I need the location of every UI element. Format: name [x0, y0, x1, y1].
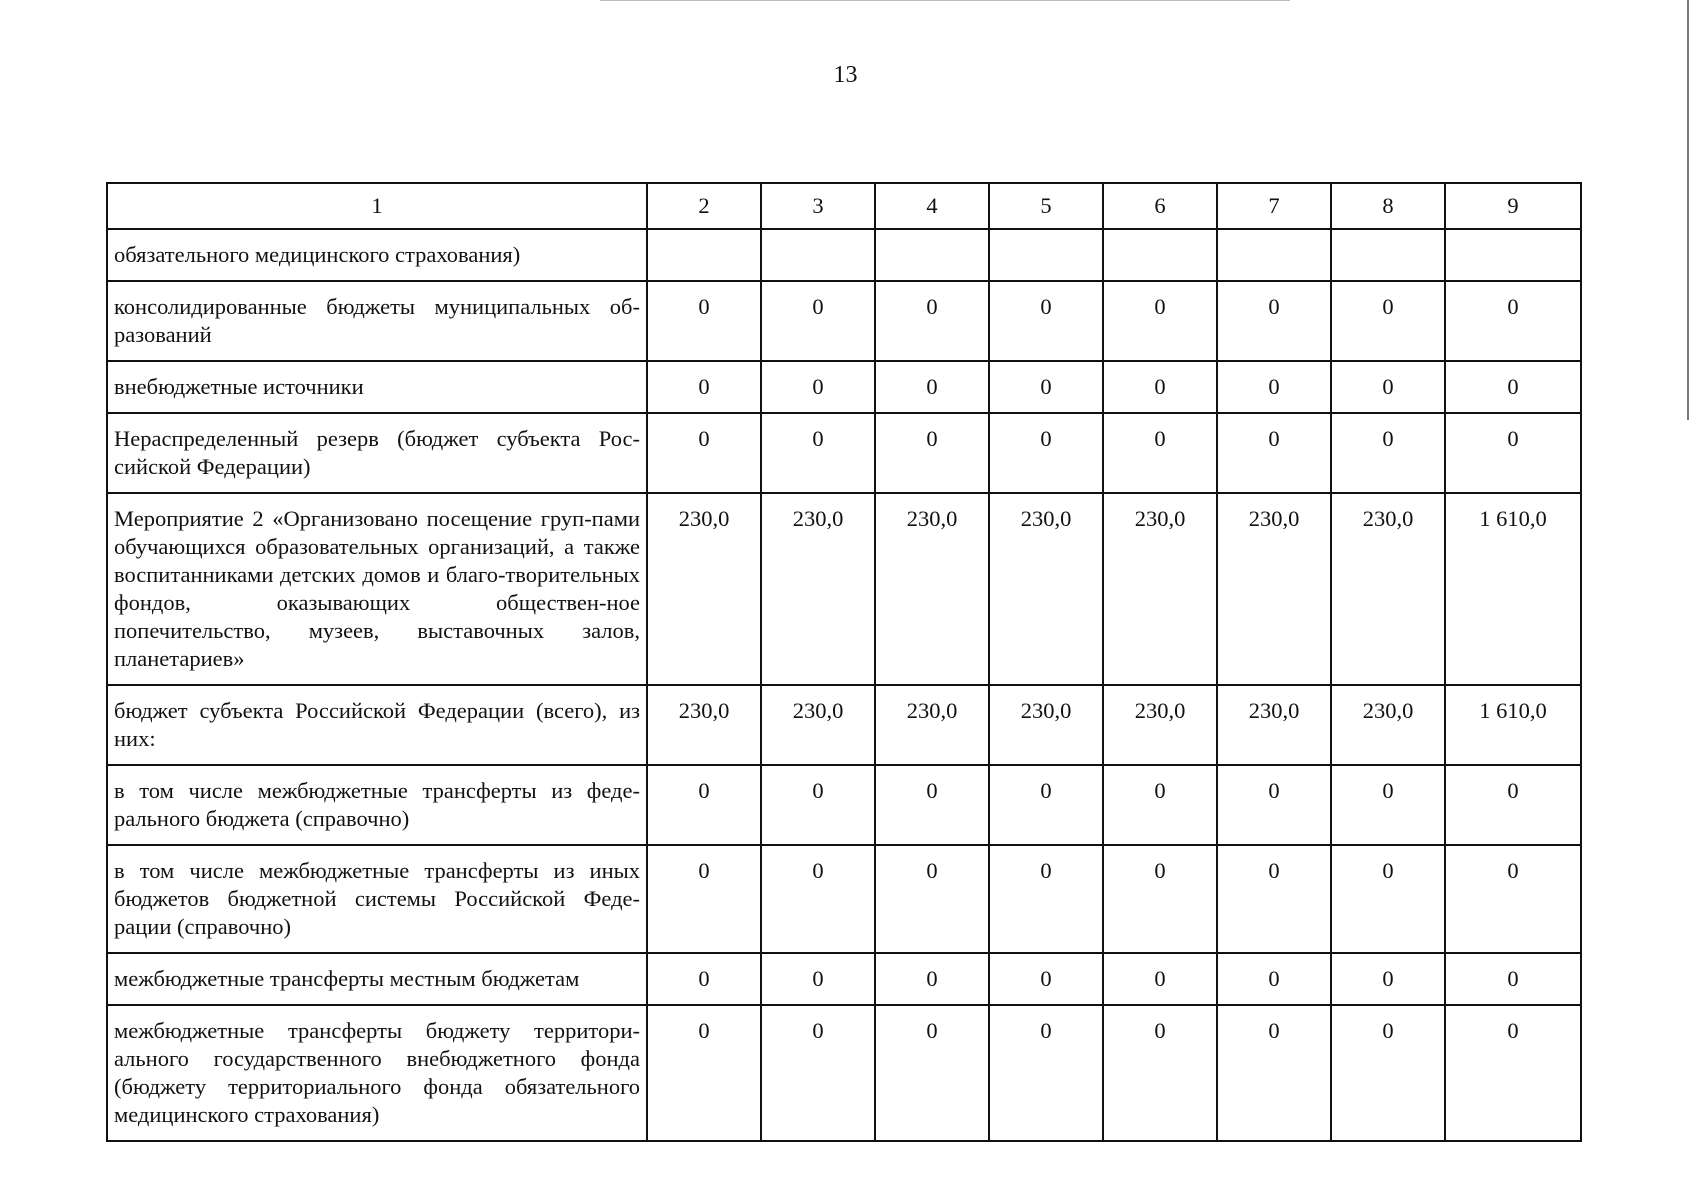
- cell-value: 0: [1331, 953, 1445, 1005]
- cell-value: 0: [1103, 765, 1217, 845]
- column-header: 2: [647, 183, 761, 229]
- column-header: 3: [761, 183, 875, 229]
- cell-value: 230,0: [1217, 493, 1331, 685]
- cell-value: 0: [1217, 1005, 1331, 1141]
- cell-value: 0: [1445, 281, 1581, 361]
- cell-value: 230,0: [1103, 685, 1217, 765]
- row-label: внебюджетные источники: [107, 361, 647, 413]
- row-label: консолидированные бюджеты муниципальных об-разований: [107, 281, 647, 361]
- cell-value: 0: [875, 1005, 989, 1141]
- row-label: межбюджетные трансферты местным бюджетам: [107, 953, 647, 1005]
- cell-value: 0: [1331, 361, 1445, 413]
- cell-value: [1331, 229, 1445, 281]
- cell-value: 1 610,0: [1445, 685, 1581, 765]
- cell-value: [1217, 229, 1331, 281]
- cell-value: 1 610,0: [1445, 493, 1581, 685]
- cell-value: 0: [1331, 281, 1445, 361]
- cell-value: 0: [761, 1005, 875, 1141]
- cell-value: 230,0: [875, 493, 989, 685]
- cell-value: 230,0: [761, 685, 875, 765]
- budget-table: [106, 182, 1582, 1142]
- cell-value: 0: [989, 361, 1103, 413]
- cell-value: 0: [1331, 765, 1445, 845]
- cell-value: 0: [761, 765, 875, 845]
- cell-value: 0: [647, 413, 761, 493]
- cell-value: 0: [647, 1005, 761, 1141]
- cell-value: 0: [1103, 413, 1217, 493]
- cell-value: 230,0: [989, 685, 1103, 765]
- cell-value: [761, 229, 875, 281]
- cell-value: 0: [1103, 845, 1217, 953]
- cell-value: 0: [1445, 361, 1581, 413]
- cell-value: 230,0: [1331, 685, 1445, 765]
- cell-value: 0: [761, 281, 875, 361]
- row-label: в том числе межбюджетные трансферты из феде-рального бюджета (справочно): [107, 765, 647, 845]
- cell-value: 0: [647, 361, 761, 413]
- cell-value: 0: [1445, 413, 1581, 493]
- row-label: бюджет субъекта Российской Федерации (всего), из них:: [107, 685, 647, 765]
- cell-value: 0: [647, 765, 761, 845]
- table-row: [107, 685, 1581, 765]
- cell-value: 230,0: [989, 493, 1103, 685]
- cell-value: 0: [875, 953, 989, 1005]
- cell-value: 0: [1217, 413, 1331, 493]
- column-header: 9: [1445, 183, 1581, 229]
- table-row: [107, 361, 1581, 413]
- cell-value: 0: [1217, 845, 1331, 953]
- cell-value: 230,0: [647, 685, 761, 765]
- column-header: 8: [1331, 183, 1445, 229]
- cell-value: 0: [647, 953, 761, 1005]
- cell-value: 0: [875, 845, 989, 953]
- cell-value: 230,0: [647, 493, 761, 685]
- cell-value: 0: [1217, 765, 1331, 845]
- cell-value: 0: [1445, 1005, 1581, 1141]
- row-label: обязательного медицинского страхования): [107, 229, 647, 281]
- cell-value: 0: [761, 953, 875, 1005]
- cell-value: 0: [647, 281, 761, 361]
- cell-value: 0: [1217, 361, 1331, 413]
- cell-value: 0: [989, 845, 1103, 953]
- cell-value: 0: [875, 361, 989, 413]
- cell-value: 0: [1331, 845, 1445, 953]
- column-header: 5: [989, 183, 1103, 229]
- row-label: Нераспределенный резерв (бюджет субъекта Рос-сийской Федерации): [107, 413, 647, 493]
- row-label: Мероприятие 2 «Организовано посещение груп-пами обучающихся образовательных организаций, а также воспитанниками детских домов и благо-творительных фондов, оказывающих обществен-ное попечительство, музеев, выставочных залов, планетариев»: [107, 493, 647, 685]
- cell-value: 0: [1103, 1005, 1217, 1141]
- cell-value: 0: [989, 281, 1103, 361]
- table-row: [107, 1005, 1581, 1141]
- cell-value: [1103, 229, 1217, 281]
- cell-value: 0: [1331, 1005, 1445, 1141]
- cell-value: 0: [1103, 361, 1217, 413]
- table-row: [107, 413, 1581, 493]
- cell-value: [1445, 229, 1581, 281]
- cell-value: 230,0: [875, 685, 989, 765]
- table-row: [107, 765, 1581, 845]
- scan-artifact-top: [600, 0, 1290, 1]
- cell-value: [875, 229, 989, 281]
- cell-value: 230,0: [1103, 493, 1217, 685]
- row-label: в том числе межбюджетные трансферты из иных бюджетов бюджетной системы Российской Феде-рации (справочно): [107, 845, 647, 953]
- table-row: [107, 953, 1581, 1005]
- row-label: межбюджетные трансферты бюджету территори-ального государственного внебюджетного фонда (бюджету территориального фонда обязательного медицинского страхования): [107, 1005, 647, 1141]
- cell-value: 0: [761, 361, 875, 413]
- table-row: [107, 281, 1581, 361]
- cell-value: 0: [1445, 765, 1581, 845]
- page-number: 13: [833, 62, 858, 88]
- cell-value: 0: [1445, 845, 1581, 953]
- cell-value: 0: [1445, 953, 1581, 1005]
- cell-value: 0: [1217, 281, 1331, 361]
- cell-value: 0: [875, 281, 989, 361]
- cell-value: [989, 229, 1103, 281]
- cell-value: 0: [875, 413, 989, 493]
- cell-value: 0: [761, 413, 875, 493]
- table-row: [107, 845, 1581, 953]
- cell-value: 0: [989, 765, 1103, 845]
- column-header: 7: [1217, 183, 1331, 229]
- cell-value: 0: [989, 953, 1103, 1005]
- column-header: 4: [875, 183, 989, 229]
- cell-value: 0: [761, 845, 875, 953]
- cell-value: 230,0: [1217, 685, 1331, 765]
- cell-value: 0: [647, 845, 761, 953]
- cell-value: 230,0: [761, 493, 875, 685]
- column-header: 6: [1103, 183, 1217, 229]
- cell-value: 0: [1103, 281, 1217, 361]
- cell-value: 0: [1331, 413, 1445, 493]
- table-row: [107, 229, 1581, 281]
- table-row: [107, 493, 1581, 685]
- cell-value: 0: [1217, 953, 1331, 1005]
- table-header-row: [107, 183, 1581, 229]
- cell-value: 0: [989, 1005, 1103, 1141]
- cell-value: 0: [875, 765, 989, 845]
- cell-value: 0: [1103, 953, 1217, 1005]
- cell-value: [647, 229, 761, 281]
- cell-value: 230,0: [1331, 493, 1445, 685]
- cell-value: 0: [989, 413, 1103, 493]
- column-header: 1: [107, 183, 647, 229]
